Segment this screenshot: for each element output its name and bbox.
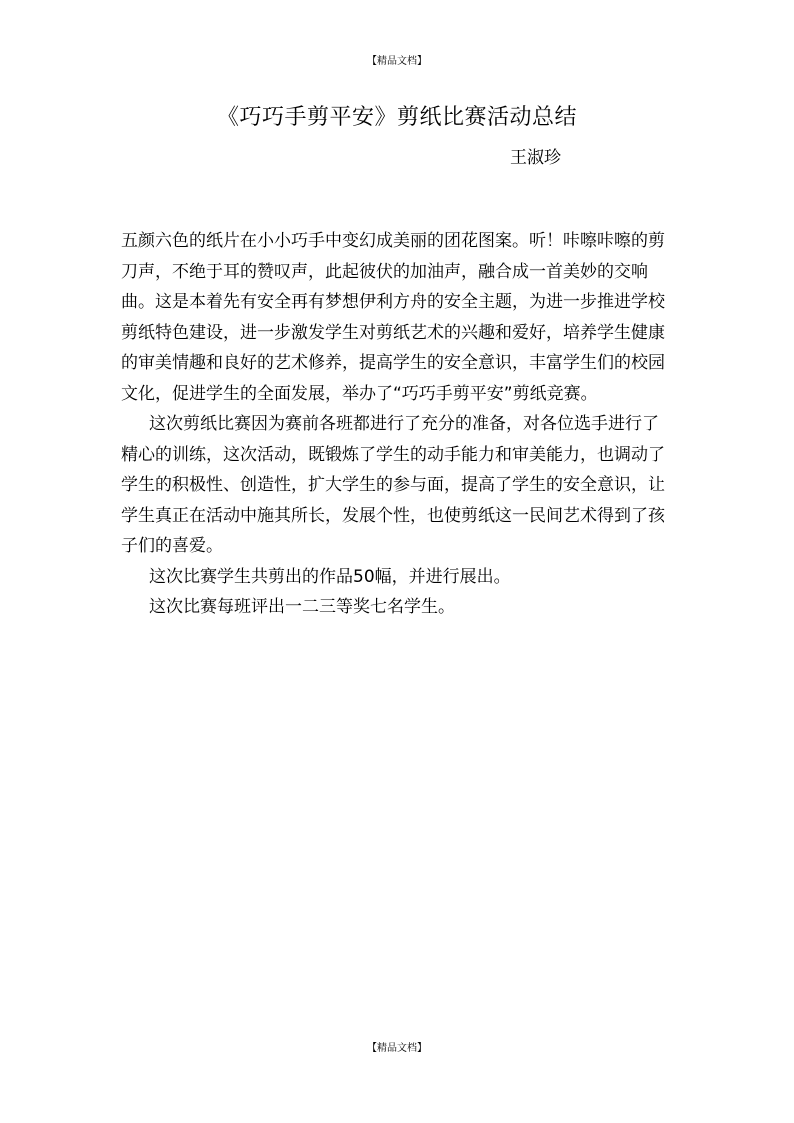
paragraph-preparation: 这次剪纸比赛因为赛前各班都进行了充分的准备，对各位选手进行了精心的训练，这次活动，既锻炼了学生的动手能力和审美能力，也调动了学生的积极性、创造性，扩大学生的参与面，提高了学生的安全意识，让学生真正在活动中施其所长，发展个性，也使剪纸这一民间艺术得到了孩子们的喜爱。 — [121, 414, 665, 556]
document-author: 王淑珍 — [510, 148, 561, 168]
paragraph-awards: 这次比赛每班评出一二三等奖七名学生。 — [149, 597, 456, 617]
page-footer: 【精品文档】 — [367, 1043, 427, 1054]
page-header: 【精品文档】 — [367, 56, 427, 67]
paragraph-works: 这次比赛学生共剪出的作品50幅，并进行展出。 — [149, 566, 511, 587]
document-body — [121, 226, 676, 623]
paragraph-intro: 五颜六色的纸片在小小巧手中变幻成美丽的团花图案。听！咔嚓咔嚓的剪刀声，不绝于耳的赞叹声，此起彼伏的加油声，融合成一首美妙的交响曲。这是本着先有安全再有梦想伊利方舟的安全主题，为进一步推进学校剪纸特色建设，进一步激发学生对剪纸艺术的兴趣和爱好，培养学生健康的审美情趣和良好的艺术修养，提高学生的安全意识，丰富学生们的校园文化，促进学生的全面发展，举办了“巧巧手剪平安”剪纸竞赛。 — [121, 231, 665, 404]
document-title: 《巧巧手剪平安》剪纸比赛活动总结 — [216, 105, 577, 130]
